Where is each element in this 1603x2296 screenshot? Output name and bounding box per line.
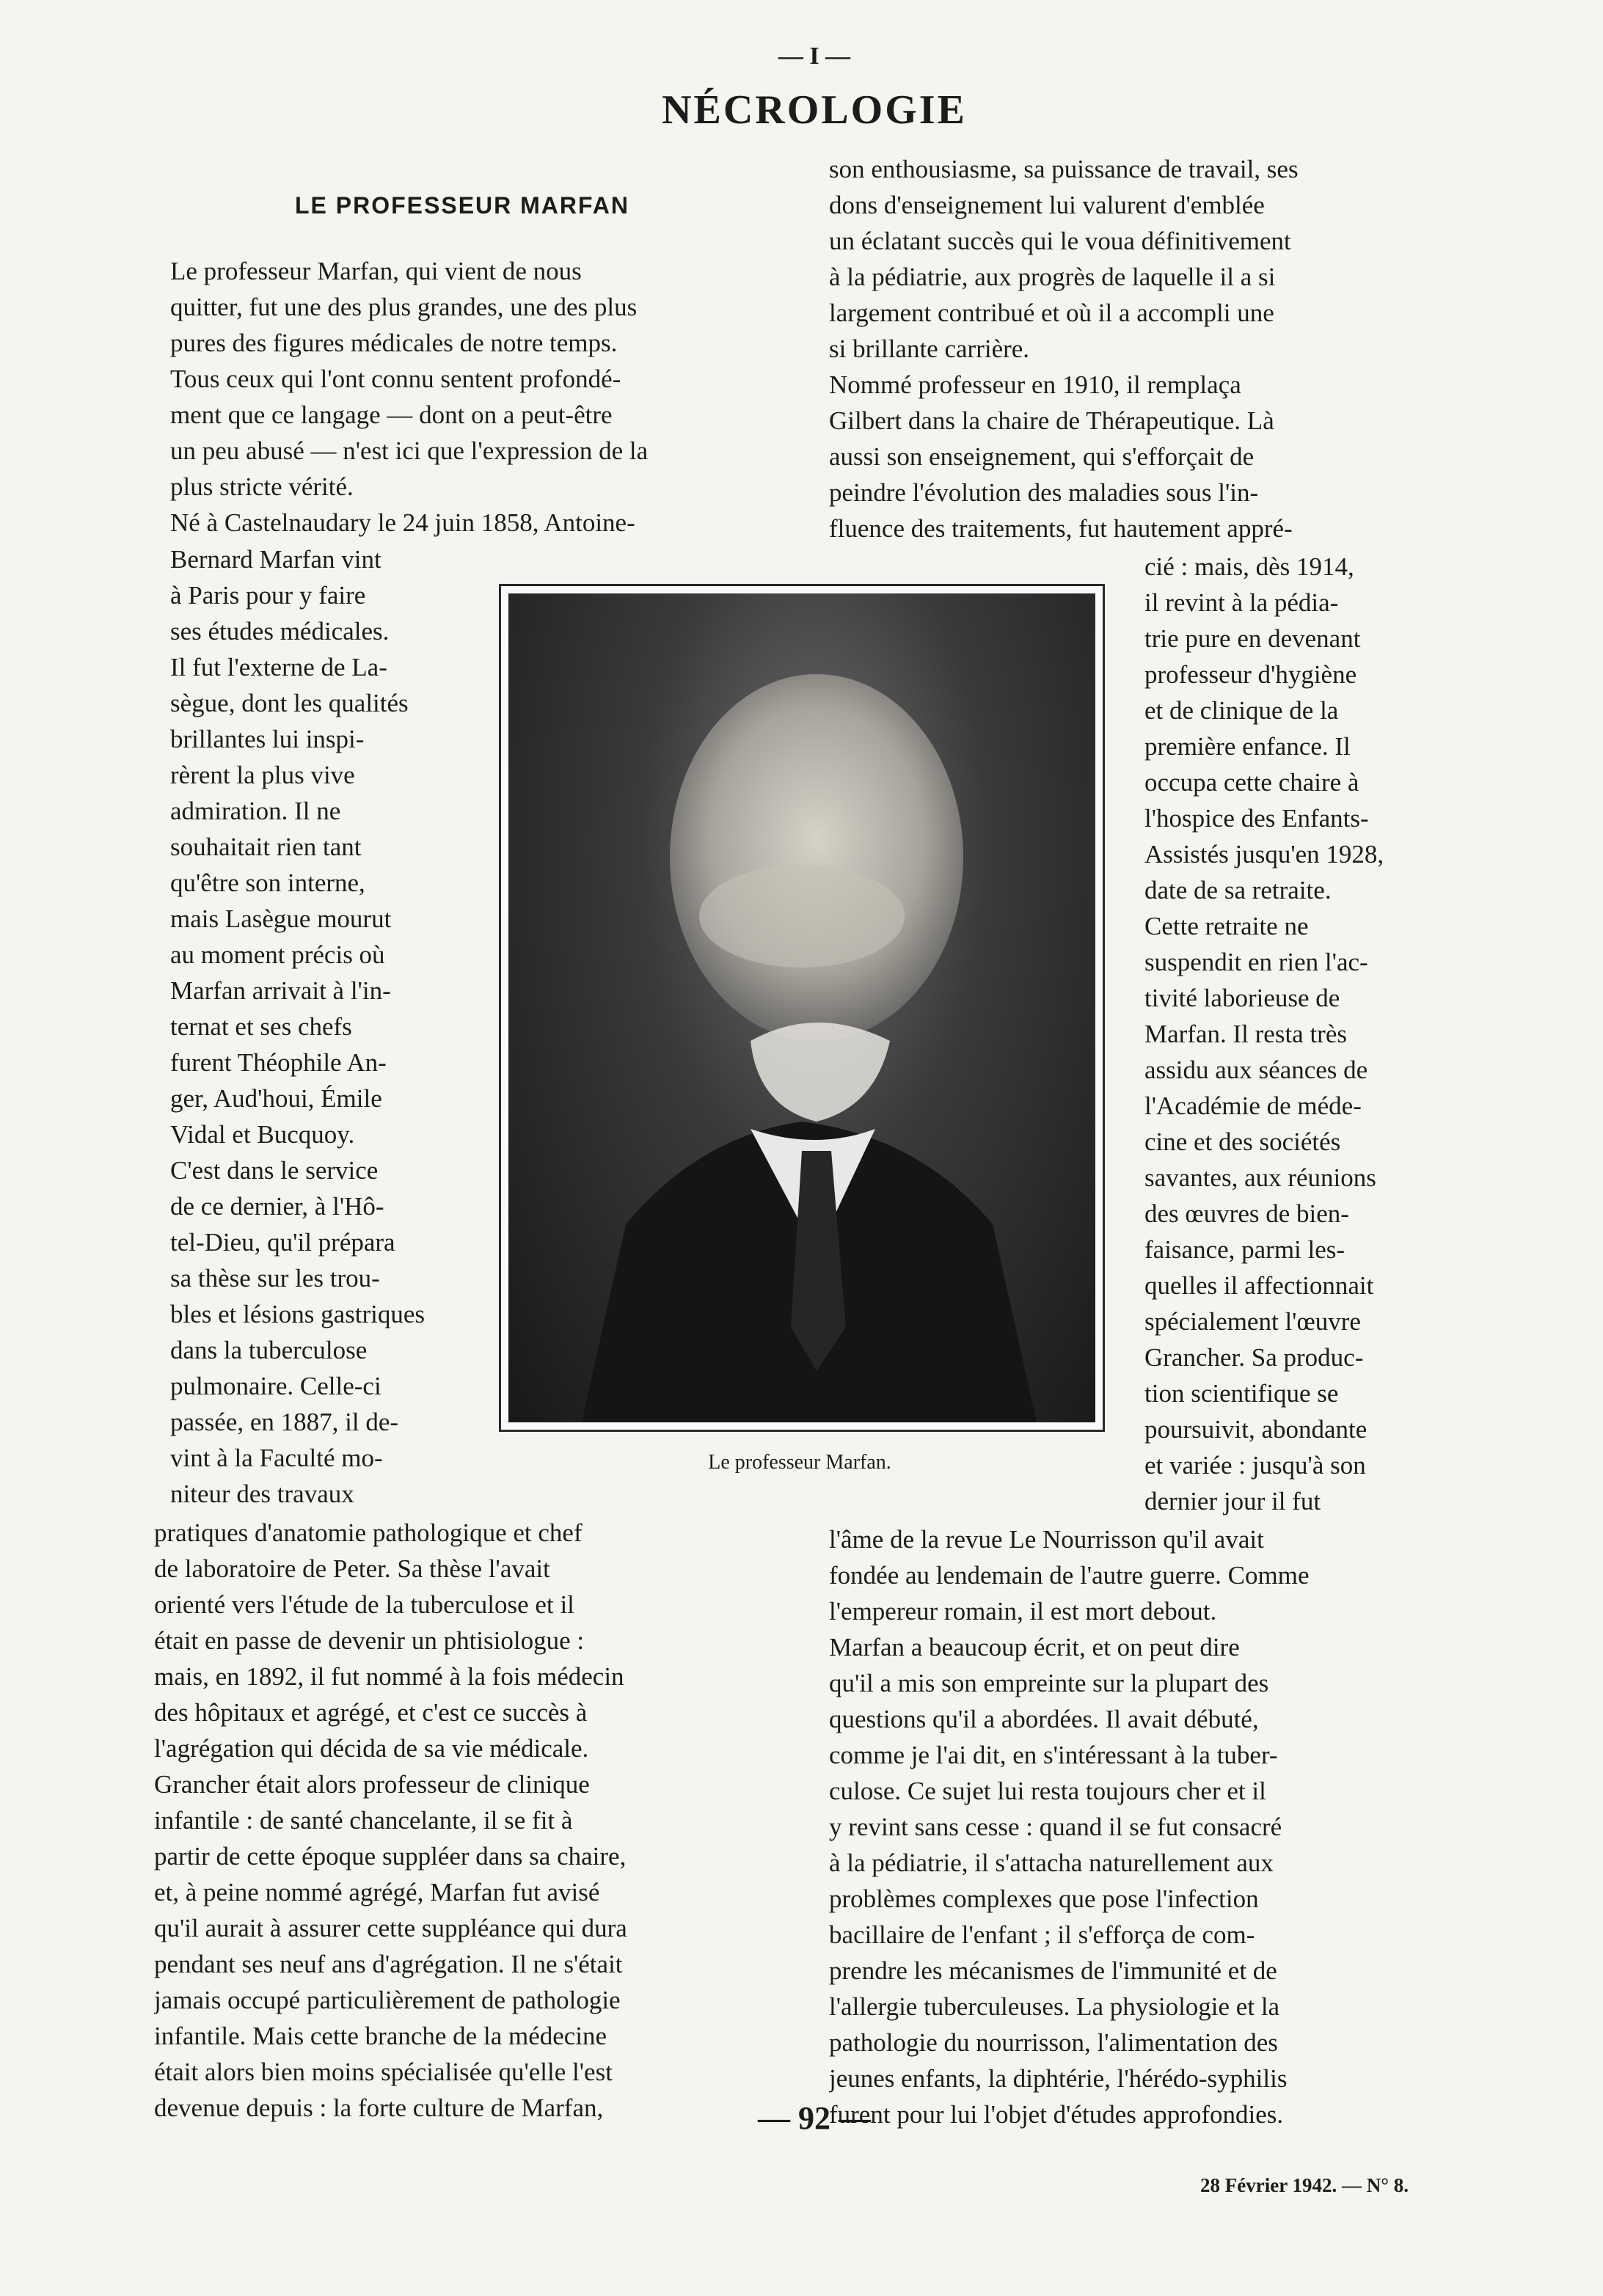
text-line: C'est dans le service [170, 1156, 379, 1185]
text-line: tel-Dieu, qu'il prépara [170, 1228, 395, 1257]
text-line: infantile : de santé chancelante, il se fit à [154, 1806, 573, 1835]
text-line: jeunes enfants, la diphtérie, l'hérédo-syphilis [829, 2064, 1288, 2093]
left-column-bottom-text [154, 1515, 785, 2126]
text-line: dons d'enseignement lui valurent d'emblée [829, 191, 1265, 219]
text-line: furent Théophile An- [170, 1048, 387, 1077]
text-line: culose. Ce sujet lui resta toujours cher et il [829, 1777, 1266, 1805]
text-line: de laboratoire de Peter. Sa thèse l'avait [154, 1554, 550, 1583]
text-line: passée, en 1887, il de- [170, 1408, 399, 1436]
text-line: furent pour lui l'objet d'études approfondies. [829, 2100, 1284, 2129]
text-line: Marfan. Il resta très [1144, 1020, 1347, 1048]
portrait-photo [499, 584, 1105, 1432]
text-line: qu'il aurait à assurer cette suppléance qui dura [154, 1914, 627, 1942]
text-line: mais, en 1892, il fut nommé à la fois médecin [154, 1662, 624, 1691]
text-line: suspendit en rien l'ac- [1144, 948, 1368, 976]
text-line: l'âme de la revue Le Nourrisson qu'il avait [829, 1525, 1264, 1554]
text-line: première enfance. Il [1144, 732, 1351, 761]
text-line: Cette retraite ne [1144, 912, 1309, 940]
text-line: des œuvres de bien- [1144, 1199, 1349, 1228]
text-line: Assistés jusqu'en 1928, [1144, 840, 1384, 869]
right-column-bottom-text [829, 1521, 1453, 2132]
portrait-image [508, 593, 1095, 1422]
text-line: Le professeur Marfan, qui vient de nous [170, 257, 582, 285]
right-column-top-text [829, 151, 1445, 546]
text-line: Grancher était alors professeur de clinique [154, 1770, 590, 1799]
text-line: et variée : jusqu'à son [1144, 1451, 1366, 1480]
text-line: était alors bien moins spécialisée qu'elle l'est [154, 2058, 613, 2086]
text-line: et, à peine nommé agrégé, Marfan fut avisé [154, 1878, 600, 1906]
text-line: si brillante carrière. [829, 334, 1030, 363]
text-line: dans la tuberculose [170, 1336, 368, 1364]
text-line: Marfan a beaucoup écrit, et on peut dire [829, 1633, 1240, 1661]
text-line: date de sa retraite. [1144, 876, 1332, 904]
text-line: un peu abusé — n'est ici que l'expression de la [170, 436, 649, 465]
text-line: spécialement l'œuvre [1144, 1307, 1361, 1336]
text-line: au moment précis où [170, 940, 385, 969]
text-line: fondée au lendemain de l'autre guerre. Comme [829, 1561, 1310, 1590]
text-line: l'allergie tuberculeuses. La physiologie et la [829, 1992, 1280, 2021]
text-line: dernier jour il fut [1144, 1487, 1321, 1516]
page-number: — 92 — [758, 2100, 871, 2136]
text-line: pures des figures médicales de notre temps. [170, 329, 618, 357]
text-line: niteur des travaux [170, 1480, 354, 1508]
left-column-narrow-text [170, 541, 493, 1512]
text-line: y revint sans cesse : quand il se fut consacré [829, 1813, 1282, 1841]
text-line: un éclatant succès qui le voua définitivement [829, 227, 1291, 255]
text-line: ternat et ses chefs [170, 1012, 352, 1041]
text-line: tivité laborieuse de [1144, 984, 1340, 1012]
text-line: Grancher. Sa produc- [1144, 1343, 1364, 1372]
text-line: il revint à la pédia- [1144, 588, 1339, 617]
text-line: pulmonaire. Celle-ci [170, 1372, 381, 1400]
text-line: largement contribué et où il a accompli une [829, 299, 1274, 327]
text-line: et de clinique de la [1144, 696, 1339, 725]
text-line: était en passe de devenir un phtisiologue : [154, 1626, 585, 1655]
text-line: assidu aux séances de [1144, 1056, 1368, 1084]
text-line: pendant ses neuf ans d'agrégation. Il ne s'était [154, 1950, 623, 1978]
text-line: tion scientifique se [1144, 1379, 1339, 1408]
text-line: vint à la Faculté mo- [170, 1444, 383, 1472]
text-line: à la pédiatrie, aux progrès de laquelle il a si [829, 263, 1276, 291]
text-line: de ce dernier, à l'Hô- [170, 1192, 384, 1221]
text-line: comme je l'ai dit, en s'intéressant à la tuber- [829, 1741, 1278, 1769]
text-line: trie pure en devenant [1144, 624, 1361, 653]
text-line: sa thèse sur les trou- [170, 1264, 380, 1293]
text-line: admiration. Il ne [170, 797, 341, 825]
portrait-silhouette-icon [508, 593, 1095, 1422]
text-line: faisance, parmi les- [1144, 1235, 1345, 1264]
text-line: orienté vers l'étude de la tuberculose et il [154, 1590, 574, 1619]
text-line: professeur d'hygiène [1144, 660, 1357, 689]
text-line: cine et des sociétés [1144, 1127, 1341, 1156]
article-subtitle: LE PROFESSEUR MARFAN [294, 192, 630, 219]
text-line: pathologie du nourrisson, l'alimentation des [829, 2028, 1278, 2057]
left-column-top-text [170, 217, 779, 541]
text-line [170, 217, 779, 253]
text-line: pratiques d'anatomie pathologique et chef [154, 1518, 583, 1547]
text-line: Nommé professeur en 1910, il remplaça [829, 370, 1241, 399]
text-line: partir de cette époque suppléer dans sa chaire, [154, 1842, 627, 1871]
text-line: l'Académie de méde- [1144, 1092, 1362, 1120]
text-line: infantile. Mais cette branche de la médecine [154, 2022, 607, 2050]
text-line: Marfan arrivait à l'in- [170, 976, 391, 1005]
text-line: plus stricte vérité. [170, 472, 354, 501]
photo-caption: Le professeur Marfan. [708, 1451, 891, 1474]
section-roman-numeral: — I — [778, 43, 851, 70]
text-line: ses études médicales. [170, 617, 390, 646]
text-line: à la pédiatrie, il s'attacha naturellement aux [829, 1849, 1274, 1877]
text-line: qu'il a mis son empreinte sur la plupart des [829, 1669, 1269, 1697]
text-line: l'empereur romain, il est mort debout. [829, 1597, 1217, 1626]
text-line: Bernard Marfan vint [170, 545, 381, 574]
text-line: fluence des traitements, fut hautement appré- [829, 514, 1293, 543]
text-line: Gilbert dans la chaire de Thérapeutique. Là [829, 406, 1274, 435]
text-line: cié : mais, dès 1914, [1144, 552, 1354, 581]
text-line: Il fut l'externe de La- [170, 653, 387, 681]
issue-date: 28 Février 1942. — N° 8. [1200, 2174, 1409, 2196]
text-line: devenue depuis : la forte culture de Marfan, [154, 2094, 604, 2122]
text-line: ger, Aud'houi, Émile [170, 1084, 382, 1113]
text-line: mais Lasègue mourut [170, 904, 392, 933]
text-line: Né à Castelnaudary le 24 juin 1858, Antoine- [170, 508, 635, 537]
text-line: bles et lésions gastriques [170, 1300, 426, 1328]
text-line: qu'être son interne, [170, 869, 365, 897]
text-line: Tous ceux qui l'ont connu sentent profondé- [170, 365, 621, 393]
text-line: savantes, aux réunions [1144, 1163, 1376, 1192]
text-line: son enthousiasme, sa puissance de travail, ses [829, 155, 1299, 183]
text-line: prendre les mécanismes de l'immunité et de [829, 1956, 1277, 1985]
text-line: peindre l'évolution des maladies sous l'in- [829, 478, 1259, 507]
text-line: l'agrégation qui décida de sa vie médicale. [154, 1734, 589, 1763]
text-line: à Paris pour y faire [170, 581, 366, 610]
text-line: quitter, fut une des plus grandes, une des plus [170, 293, 638, 321]
text-line: questions qu'il a abordées. Il avait débuté, [829, 1705, 1259, 1733]
text-line: souhaitait rien tant [170, 833, 362, 861]
text-line: problèmes complexes que pose l'infection [829, 1884, 1259, 1913]
text-line: l'hospice des Enfants- [1144, 804, 1369, 833]
text-line: jamais occupé particulièrement de pathologie [154, 1986, 621, 2014]
text-line: ment que ce langage — dont on a peut-être [170, 401, 613, 429]
right-column-narrow-text [1144, 549, 1453, 1519]
text-line: des hôpitaux et agrégé, et c'est ce succès à [154, 1698, 588, 1727]
text-line: Vidal et Bucquoy. [170, 1120, 355, 1149]
text-line: poursuivit, abondante [1144, 1415, 1368, 1444]
text-line: occupa cette chaire à [1144, 768, 1359, 797]
text-line: quelles il affectionnait [1144, 1271, 1374, 1300]
text-line: bacillaire de l'enfant ; il s'efforça de com- [829, 1920, 1255, 1949]
text-line: rèrent la plus vive [170, 761, 355, 789]
text-line: sègue, dont les qualités [170, 689, 409, 717]
text-line: brillantes lui inspi- [170, 725, 365, 753]
page-title: NÉCROLOGIE [662, 87, 967, 133]
text-line: aussi son enseignement, qui s'efforçait de [829, 442, 1255, 471]
